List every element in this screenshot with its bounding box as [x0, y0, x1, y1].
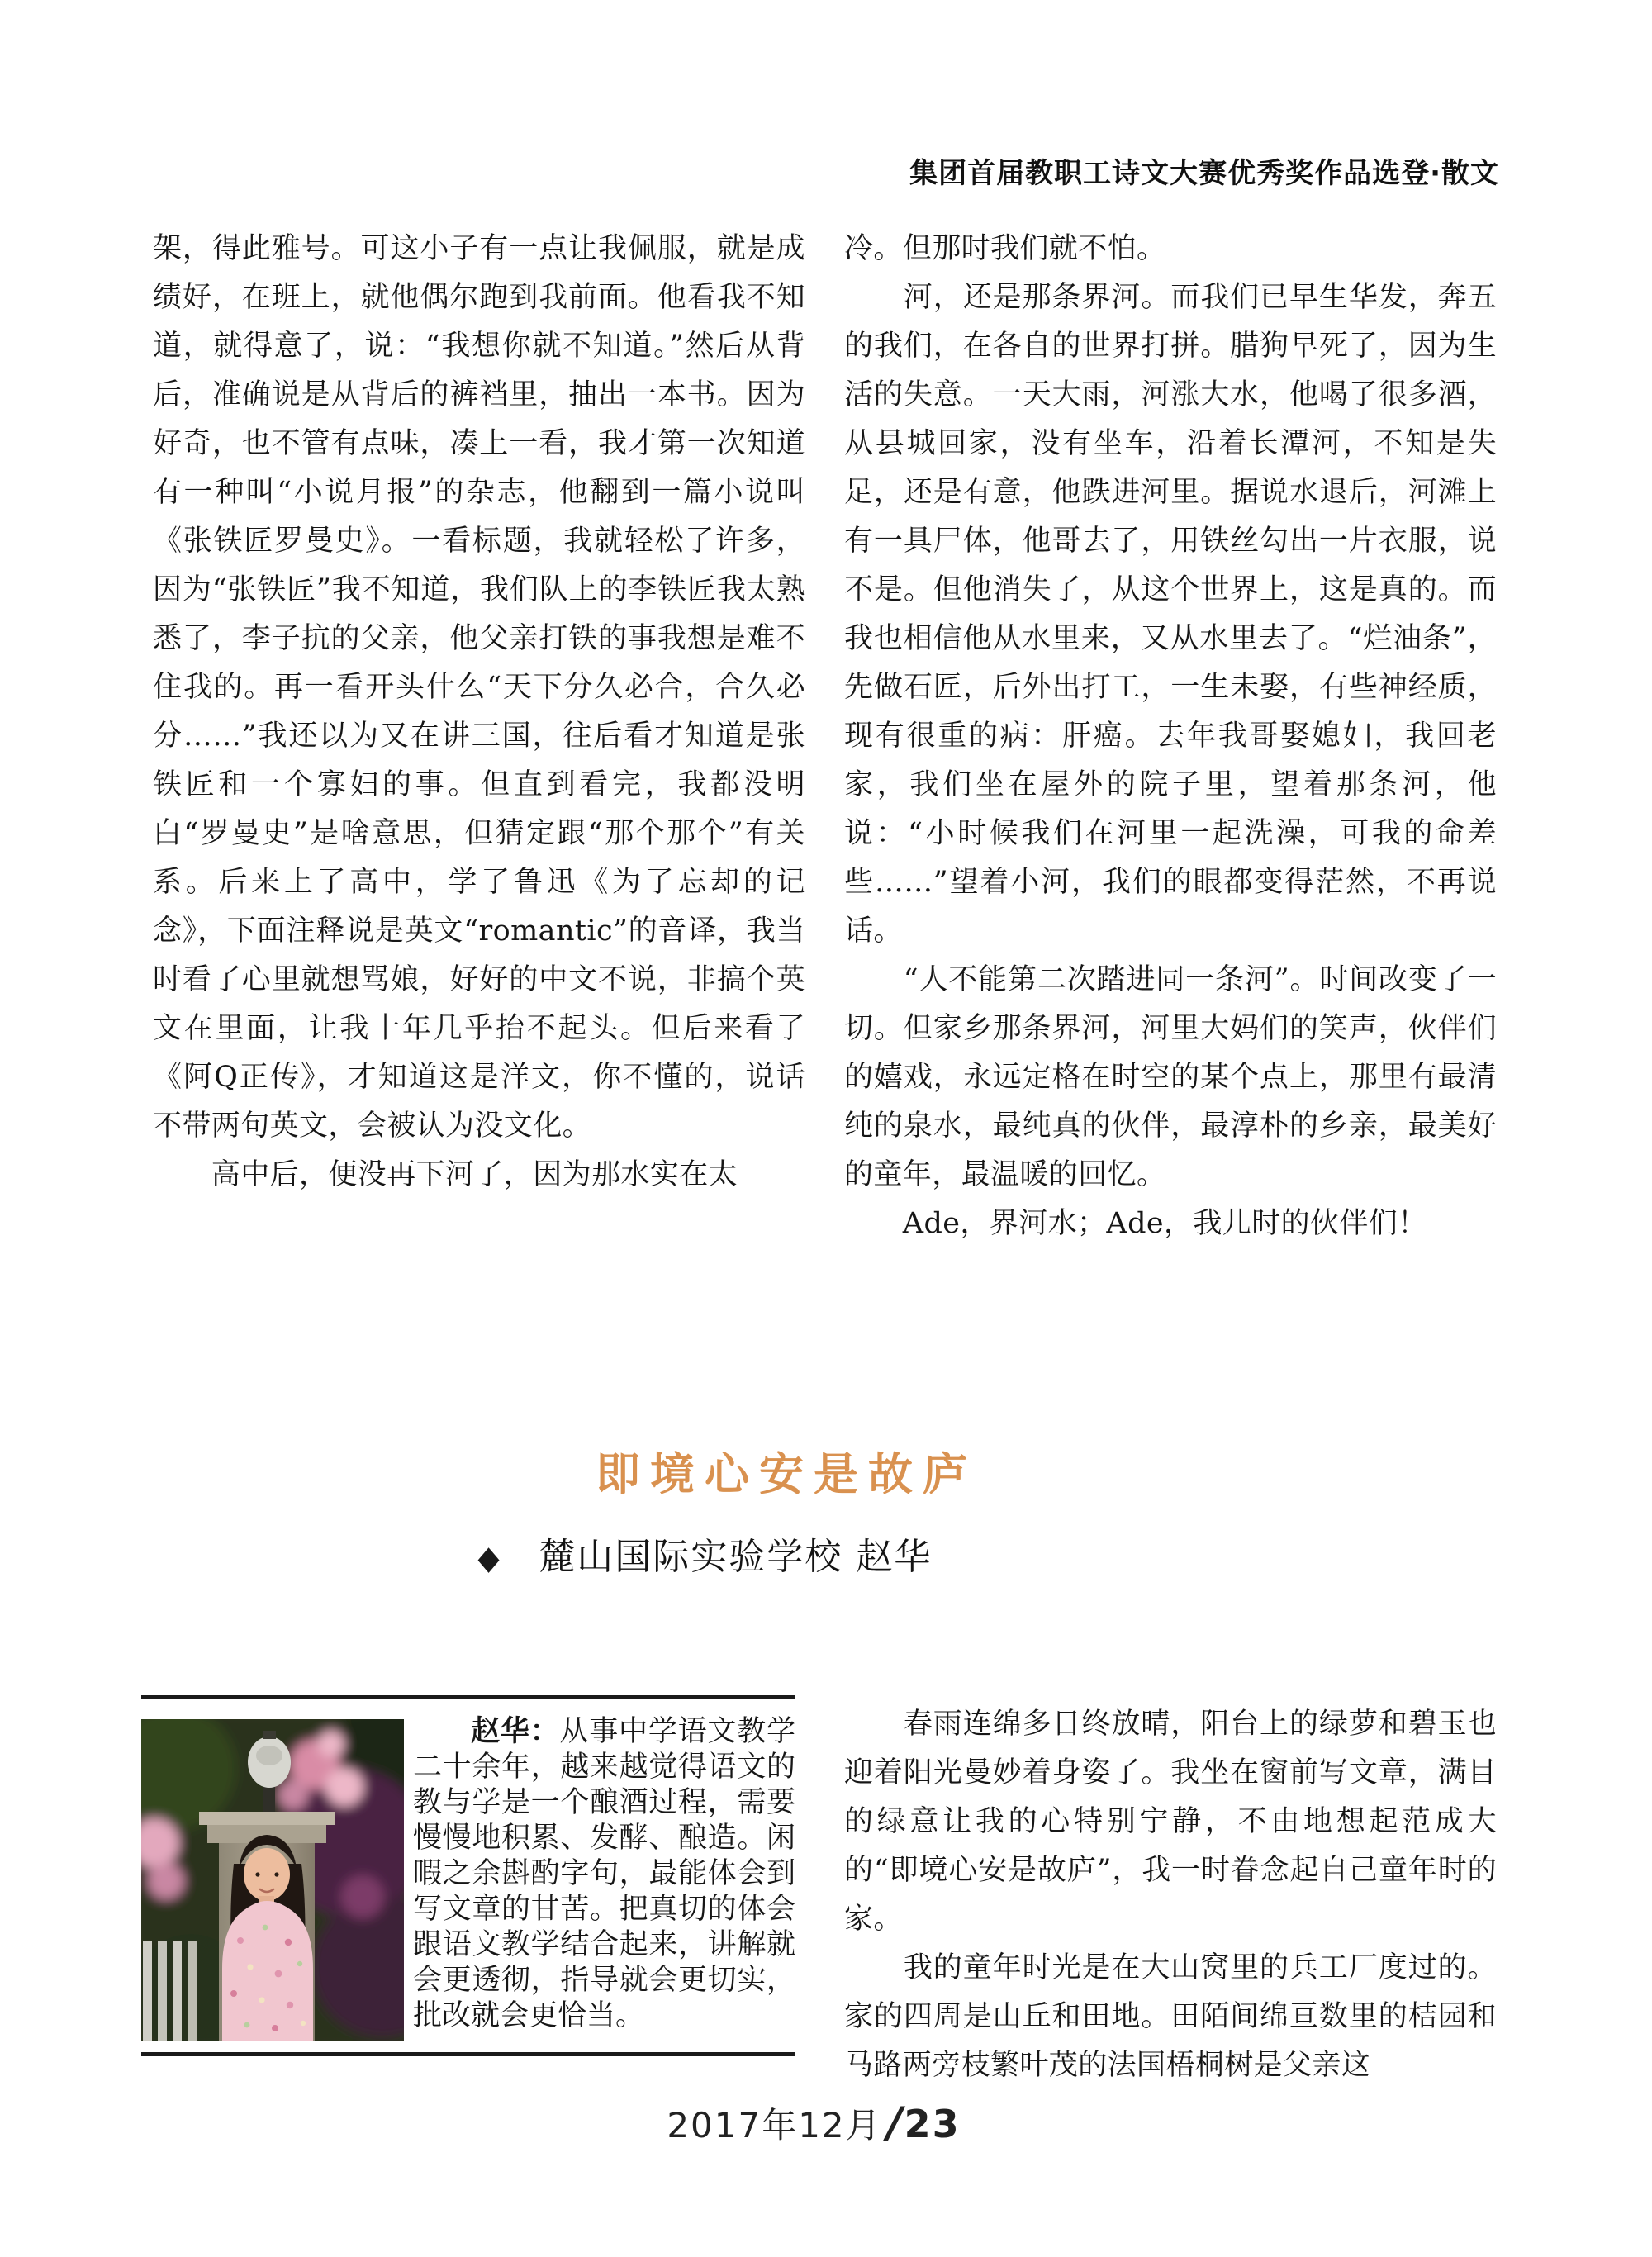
- author-bio-box: [141, 1695, 795, 2056]
- footer-date: 2017年12月: [667, 2105, 882, 2145]
- paragraph: 河，还是那条界河。而我们已早生华发，奔五的我们，在各自的世界打拼。腊狗早死了，因为生活的失意。一天大雨，河涨大水，他喝了很多酒，从县城回家，没有坐车，沿着长潭河，不知是失足，还是有意，他跌进河里。据说水退后，河滩上有一具尸体，他哥去了，用铁丝勾出一片衣服，说不是。但他消失了，从这个世界上，这是真的。而我也相信他从水里来，又从水里去了。“烂油条”，先做石匠，后外出打工，一生未娶，有些神经质，现有很重的病：肝癌。去年我哥娶媳妇，我回老家，我们坐在屋外的院子里，望着那条河，他说：“小时候我们在河里一起洗澡，可我的命差些……”望着小河，我们的眼都变得茫然，不再说话。: [844, 281, 1497, 948]
- paragraph: 架，得此雅号。可这小子有一点让我佩服，就是成绩好，在班上，就他偶尔跑到我前面。他看我不知道，就得意了，说：“我想你就不知道。”然后从背后，准确说是从背后的裤裆里，抽出一本书。因为好奇，也不管有点味，凑上一看，我才第一次知道有一种叫“小说月报”的杂志，他翻到一篇小说叫《张铁匠罗曼史》。一看标题，我就轻松了许多，因为“张铁匠”我不知道，我们队上的李铁匠我太熟悉了，李子抗的父亲，他父亲打铁的事我想是难不住我的。再一看开头什么“天下分久必合，合久必分……”我还以为又在讲三国，往后看才知道是张铁匠和一个寡妇的事。但直到看完，我都没明白“罗曼史”是啥意思，但猜定跟“那个那个”有关系。后来上了高中，学了鲁迅《为了忘却的记念》，下面注释说是英文“romantic”的音译，我当时看了心里就想骂娘，好好的中文不说，非搞个英文在里面，让我十年几乎抬不起头。但后来看了《阿Q正传》，才知道这是洋文，你不懂的，说话不带两句英文，会被认为没文化。: [153, 232, 805, 1143]
- paragraph: 冷。但那时我们就不怕。: [844, 232, 1166, 265]
- footer-page-number: 23: [904, 2102, 961, 2146]
- body-column-left: [153, 225, 805, 1200]
- article-body-column: [844, 1700, 1497, 2090]
- paragraph: 春雨连绵多日终放晴，阳台上的绿萝和碧玉也迎着阳光曼妙着身姿了。我坐在窗前写文章，满目的绿意让我的心特别宁静，不由地想起范成大的“即境心安是故庐”，我一时眷念起自己童年时的家。: [844, 1708, 1497, 1936]
- bio-paragraph: [413, 1714, 795, 2034]
- byline: [43, 1527, 1365, 1580]
- author-bio-text: [413, 1714, 795, 2034]
- paragraph: “人不能第二次踏进同一条河”。时间改变了一切。但家乡那条界河，河里大妈们的笑声，伙伴们的嬉戏，永远定格在时空的某个点上，那里有最清纯的泉水，最纯真的伙伴，最淳朴的乡亲，最美好的童年，最温暖的回忆。: [844, 963, 1497, 1191]
- portrait-person: [222, 1835, 313, 2041]
- running-head: 集团首届教职工诗文大赛优秀奖作品选登·散文: [909, 157, 1499, 190]
- author-photo: [141, 1719, 404, 2041]
- author-affiliation-name: 麓山国际实验学校 赵华: [539, 1536, 933, 1578]
- bio-author-name: 赵华：: [471, 1715, 560, 1748]
- author-photo-illustration: [141, 1719, 404, 2041]
- page-footer: [0, 2098, 1627, 2148]
- diamond-icon: ◆: [477, 1539, 501, 1577]
- footer-slash: /: [886, 2098, 904, 2148]
- bio-body: 从事中学语文教学二十余年，越来越觉得语文的教与学是一个酿酒过程，需要慢慢地积累、发酵、酿造。闲暇之余斟酌字句，最能体会到写文章的甘苦。把真切的体会跟语文教学结合起来，讲解就会更透彻，指导就会更切实，批改就会更恰当。: [413, 1715, 795, 2032]
- article-title: 即境心安是故庐: [596, 1447, 977, 1500]
- body-column-right: [844, 225, 1497, 1248]
- paragraph: 我的童年时光是在大山窝里的兵工厂度过的。家的四周是山丘和田地。田陌间绵亘数里的桔园和马路两旁枝繁叶茂的法国梧桐树是父亲这: [844, 1951, 1497, 2082]
- paragraph: 高中后，便没再下河了，因为那水实在太: [153, 1158, 738, 1191]
- paragraph: Ade，界河水；Ade，我儿时的伙伴们！: [844, 1207, 1427, 1240]
